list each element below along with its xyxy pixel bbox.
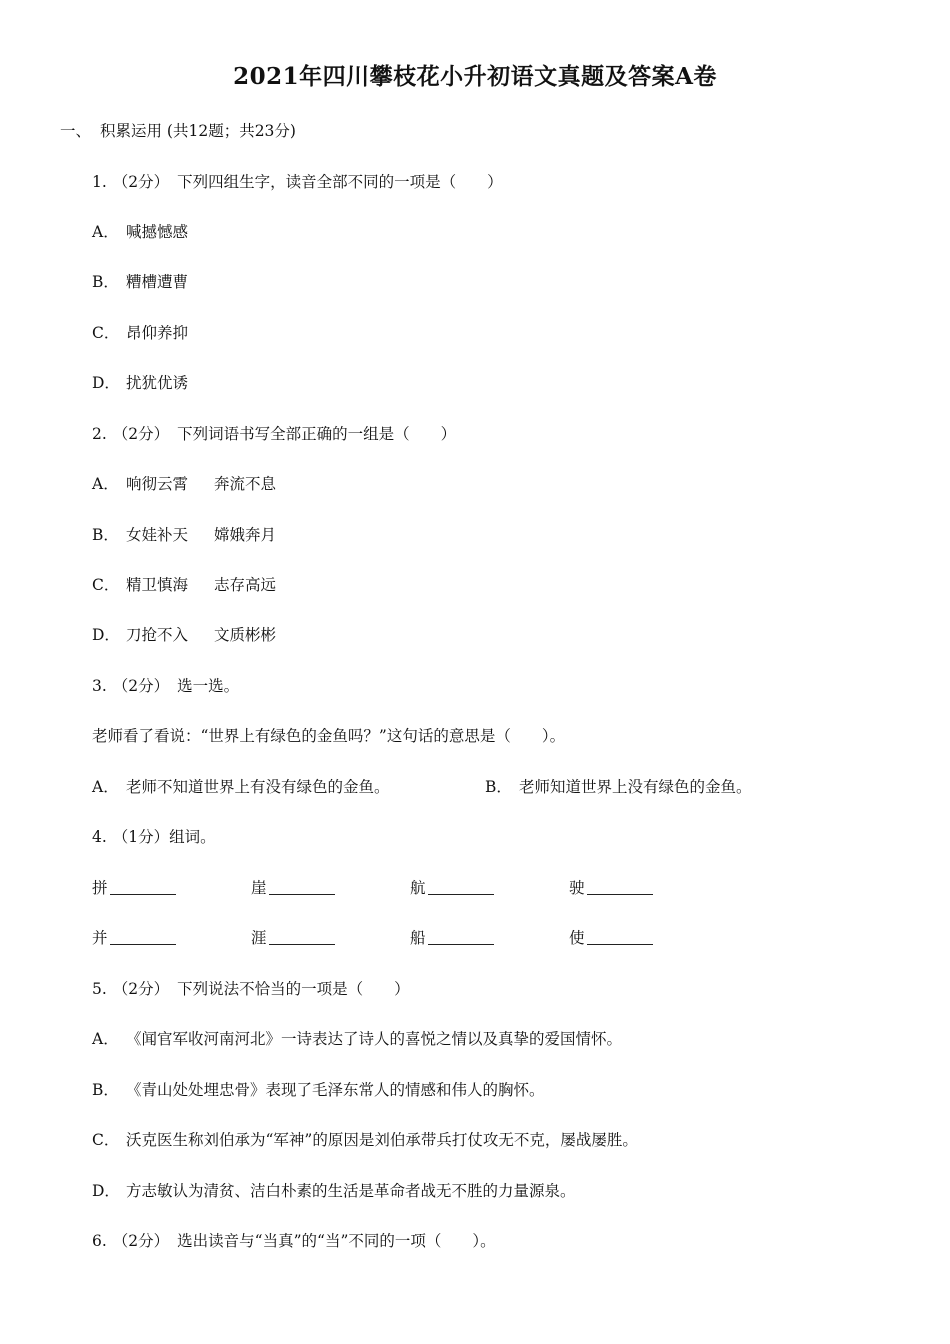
- q1-option-c: [92, 322, 188, 344]
- option-text: 昂仰养抑: [126, 324, 189, 342]
- option-text: 扰犹优诱: [126, 374, 189, 392]
- answer-blank[interactable]: [269, 928, 335, 945]
- q5-option-d: [92, 1180, 576, 1202]
- question-2: [92, 423, 456, 445]
- question-score: （2分）: [112, 1232, 170, 1250]
- answer-blank[interactable]: [587, 928, 653, 945]
- option-text: 《闻官军收河南河北》一诗表达了诗人的喜悦之情以及真挚的爱国情怀。: [126, 1030, 623, 1048]
- answer-blank[interactable]: [428, 878, 494, 895]
- question-stem: 组词。: [169, 828, 216, 846]
- option-letter: B．: [485, 778, 512, 796]
- question-stem: 选出读音与“当真”的“当”不同的一项（ ）。: [177, 1232, 496, 1250]
- option-word-1: 精卫慎海: [126, 576, 189, 594]
- option-letter: D．: [92, 374, 120, 392]
- question-number: 1.: [92, 173, 107, 191]
- answer-blank[interactable]: [110, 878, 176, 895]
- question-stem: 下列词语书写全部正确的一组是（ ）: [177, 425, 457, 443]
- q5-option-b: [92, 1079, 545, 1101]
- question-stem: 选一选。: [177, 677, 240, 695]
- word-blank: 并: [92, 927, 176, 949]
- option-text: 沃克医生称刘伯承为“军神”的原因是刘伯承带兵打仗攻无不克，屡战屡胜。: [126, 1131, 638, 1149]
- question-score: （2分）: [112, 980, 170, 998]
- word-blank: 崖: [251, 877, 335, 899]
- option-letter: D．: [92, 626, 120, 644]
- option-letter: A．: [92, 223, 119, 241]
- option-word-2: 奔流不息: [214, 475, 277, 493]
- option-letter: C．: [92, 324, 120, 342]
- option-letter: B．: [92, 526, 119, 544]
- q5-option-c: [92, 1129, 638, 1151]
- question-score: （2分）: [112, 425, 170, 443]
- q2-option-a: [92, 473, 276, 495]
- question-3: [92, 675, 239, 697]
- section-heading: [60, 120, 296, 142]
- answer-blank[interactable]: [110, 928, 176, 945]
- option-word-1: 女娃补天: [126, 526, 189, 544]
- option-word-1: 响彻云霄: [126, 475, 189, 493]
- section-label: 积累运用 (共12题；共23分): [100, 122, 296, 140]
- word-blank: 拼: [92, 877, 176, 899]
- answer-blank[interactable]: [428, 928, 494, 945]
- option-text: 《青山处处埋忠骨》表现了毛泽东常人的情感和伟人的胸怀。: [126, 1081, 545, 1099]
- q2-option-c: [92, 574, 276, 596]
- option-word-1: 刀抢不入: [126, 626, 189, 644]
- question-number: 5.: [92, 980, 107, 998]
- word-blank: 船: [410, 927, 494, 949]
- option-letter: B．: [92, 273, 119, 291]
- option-word-2: 文质彬彬: [214, 626, 277, 644]
- question-5: [92, 978, 410, 1000]
- option-text: 老师知道世界上没有绿色的金鱼。: [519, 778, 752, 796]
- word-blank: 使: [569, 927, 653, 949]
- option-letter: A．: [92, 475, 119, 493]
- option-text: 老师不知道世界上有没有绿色的金鱼。: [126, 778, 390, 796]
- question-number: 3.: [92, 677, 107, 695]
- question-stem: 下列四组生字，读音全部不同的一项是（ ）: [177, 173, 503, 191]
- section-number: 一、: [60, 122, 92, 140]
- option-letter: D．: [92, 1182, 120, 1200]
- answer-blank[interactable]: [269, 878, 335, 895]
- q3-passage: 老师看了看说：“世界上有绿色的金鱼吗？”这句话的意思是（ ）。: [92, 727, 566, 745]
- answer-blank[interactable]: [587, 878, 653, 895]
- option-word-2: 志存高远: [214, 576, 277, 594]
- question-score: （2分）: [112, 173, 170, 191]
- question-number: 4.: [92, 828, 107, 846]
- question-score: （2分）: [112, 677, 170, 695]
- q5-option-a: [92, 1028, 622, 1050]
- q3-option-a: [92, 776, 390, 798]
- question-number: 2.: [92, 425, 107, 443]
- q2-option-b: [92, 524, 276, 546]
- question-4: [92, 826, 216, 848]
- q1-option-b: [92, 271, 188, 293]
- option-letter: C．: [92, 576, 120, 594]
- word-blank: 涯: [251, 927, 335, 949]
- question-score: （1分）: [112, 828, 170, 846]
- option-letter: B．: [92, 1081, 119, 1099]
- option-text: 喊撼憾感: [126, 223, 189, 241]
- q2-option-d: [92, 624, 276, 646]
- option-text: 糟槽遭曹: [126, 273, 189, 291]
- option-letter: A．: [92, 1030, 119, 1048]
- question-number: 6.: [92, 1232, 107, 1250]
- question-stem: 下列说法不恰当的一项是（ ）: [177, 980, 410, 998]
- q1-option-a: [92, 221, 188, 243]
- question-6: [92, 1230, 496, 1252]
- page-title: 2021年四川攀枝花小升初语文真题及答案A卷: [233, 63, 717, 90]
- option-letter: A．: [92, 778, 119, 796]
- word-blank: 驶: [569, 877, 653, 899]
- option-word-2: 嫦娥奔月: [214, 526, 277, 544]
- option-text: 方志敏认为清贫、洁白朴素的生活是革命者战无不胜的力量源泉。: [126, 1182, 576, 1200]
- option-letter: C．: [92, 1131, 120, 1149]
- q1-option-d: [92, 372, 188, 394]
- question-1: [92, 171, 503, 193]
- q3-option-b: [485, 776, 752, 798]
- word-blank: 航: [410, 877, 494, 899]
